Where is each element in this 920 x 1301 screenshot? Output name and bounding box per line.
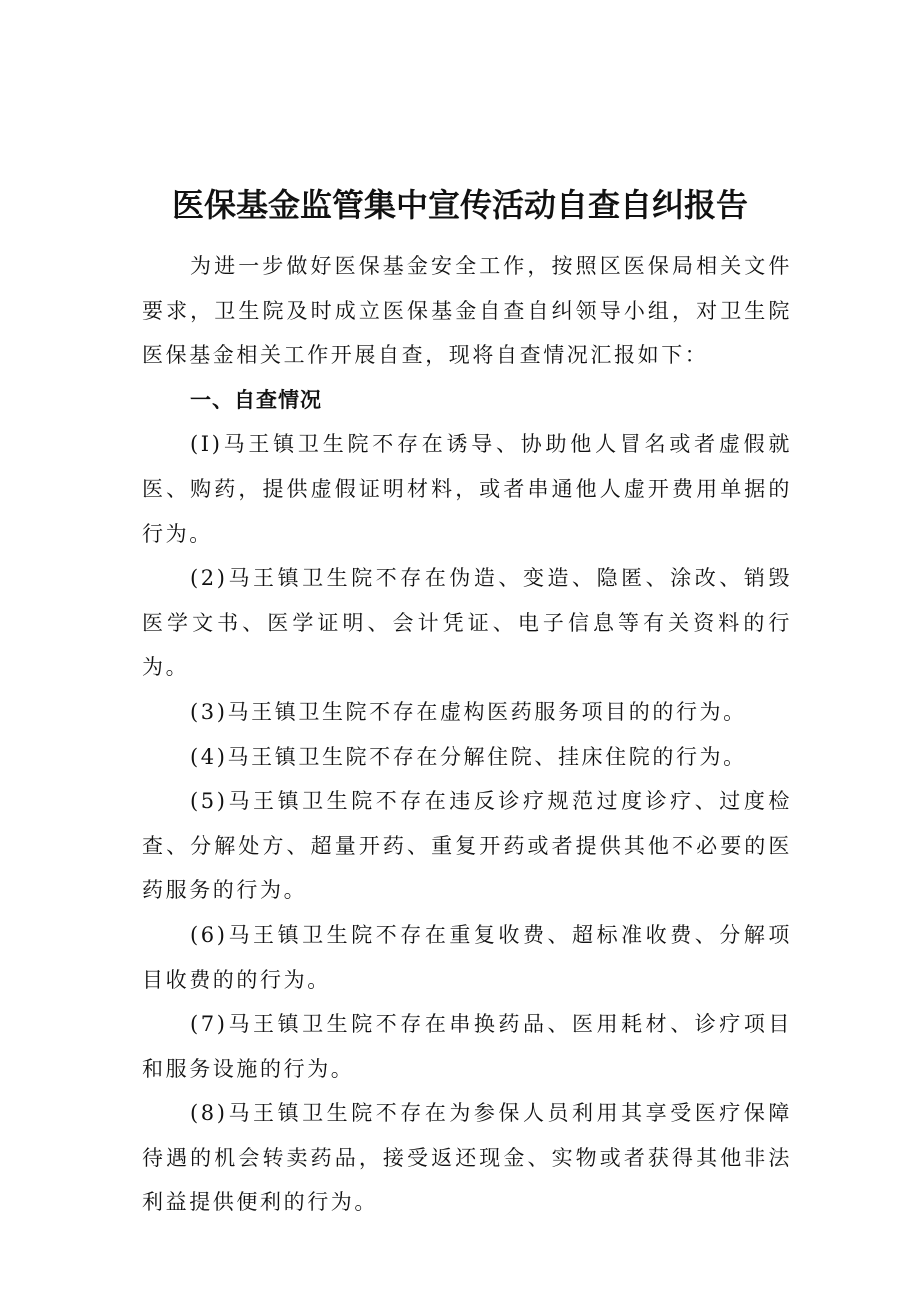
list-item: (6)马王镇卫生院不存在重复收费、超标准收费、分解项目收费的的行为。 — [142, 922, 792, 992]
document-title: 医保基金监管集中宣传活动自查自纠报告 — [171, 186, 748, 224]
list-item: (7)马王镇卫生院不存在串换药品、医用耗材、诊疗项目和服务设施的行为。 — [142, 1012, 792, 1081]
list-item: (3)马王镇卫生院不存在虚构医药服务项目的的行为。 — [190, 699, 747, 724]
list-item: (8)马王镇卫生院不存在为参保人员利用其享受医疗保障待遇的机会转卖药品，接受返还现金、实物或者获得其他非法利益提供便利的行为。 — [142, 1101, 792, 1215]
document-body — [142, 244, 792, 1225]
list-item: (2)马王镇卫生院不存在伪造、变造、隐匿、涂改、销毁医学文书、医学证明、会计凭证、电子信息等有关资料的行为。 — [142, 566, 792, 680]
list-item: (4)马王镇卫生院不存在分解住院、挂床住院的行为。 — [190, 744, 747, 769]
list-item: (I)马王镇卫生院不存在诱导、协助他人冒名或者虚假就医、购药，提供虚假证明材料，或者串通他人虚开费用单据的行为。 — [142, 432, 792, 546]
list-item: (5)马王镇卫生院不存在违反诊疗规范过度诊疗、过度检查、分解处方、超量开药、重复开药或者提供其他不必要的医药服务的行为。 — [142, 789, 792, 903]
intro-paragraph: 为进一步做好医保基金安全工作，按照区医保局相关文件要求，卫生院及时成立医保基金自查自纠领导小组，对卫生院医保基金相关工作开展自查，现将自查情况汇报如下： — [142, 254, 792, 368]
section-heading: 一、自查情况 — [190, 387, 322, 412]
